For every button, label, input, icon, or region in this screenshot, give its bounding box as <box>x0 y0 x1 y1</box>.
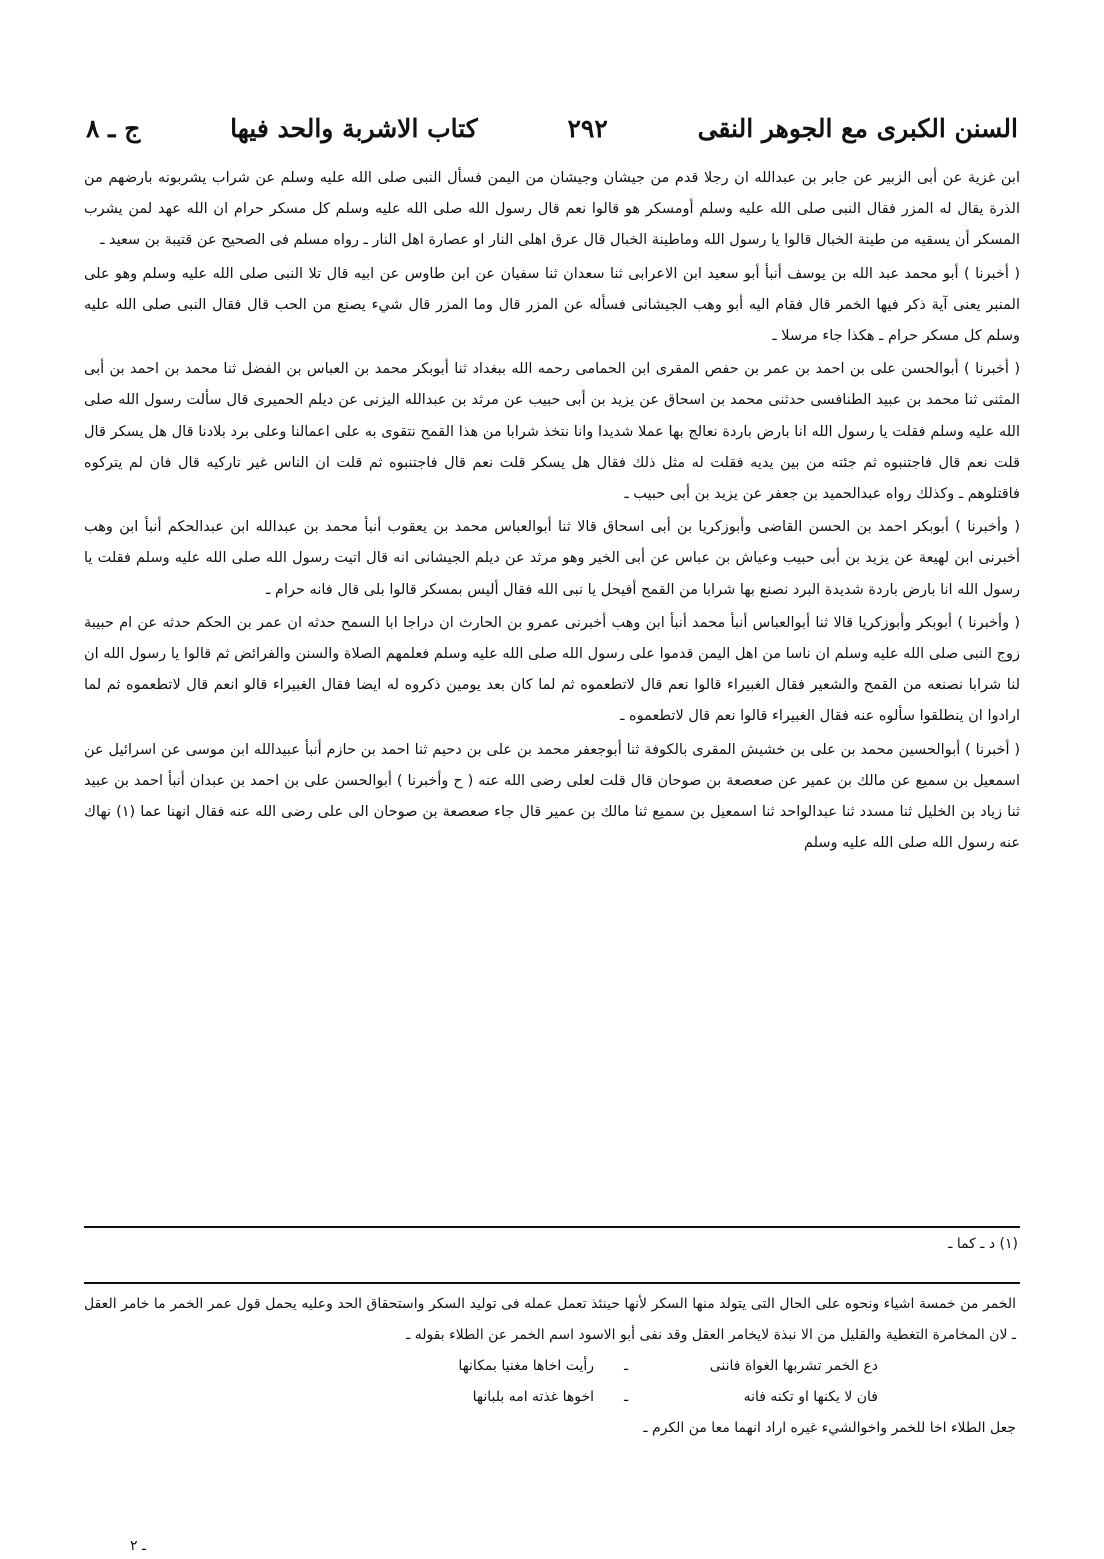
page-fragment: ـ ٢ <box>130 1538 147 1554</box>
volume-label: ج ـ ٨ <box>86 114 141 143</box>
main-text <box>84 163 1020 861</box>
hadith-paragraph: ( وأخبرنا ) أبوبكر وأبوزكريا قالا ثنا أبوالعباس أنبأ محمد أنبأ ابن وهب أخبرنى عمرو بن الحارث ان دراجا ابا السمح حدثه ان عمر بن الحكم حدثه عن ام حبيبة زوج النبى صلى الله عليه وسلم ان ناسا من اهل اليمن قدموا على رسول الله صلى الله عليه وسلم فعلمهم الصلاة والسنن والفرائض ثم قالوا يا رسول الله ان لنا شرابا نصنعه من القمح والشعير فقال الغبيراء قالوا نعم قال لاتطعموه ثم لما كان بعد يومين ذكروه له ايضا فقال الغبيراء قالو انعم قال لاتطعموه ثم لما ارادوا ان ينطلقوا سألوه عنه فقال الغبيراء قالوا نعم قال لاتطعموه ـ <box>84 614 1020 725</box>
commentary-divider <box>84 1282 1020 1284</box>
commentary <box>84 1289 1016 1444</box>
hadith-paragraph: ابن غزية عن أبى الزبير عن جابر بن عبدالله ان رجلا قدم من جيشان وجيشان من اليمن فسأل النبى صلى الله عليه وسلم عن شراب يشربونه بارضهم من الذرة يقال له المزر فقال النبى صلى الله عليه وسلم أومسكر هو قالوا نعم قال رسول الله صلى الله عليه وسلم كل مسكر حرام ان الله عهد لمن يشرب المسكر أن يسقيه من طينة الخبال قالوا يا رسول الله وماطينة الخبال قال عرق اهلى النار او عصارة اهل النار ـ رواه مسلم فى الصحيح عن قتيبة بن سعيد ـ <box>84 170 1020 249</box>
main-text-divider <box>84 1226 1020 1228</box>
hadith-paragraph: ( أخبرنا ) أبوالحسن على بن احمد بن عمر بن حفص المقرى ابن الحمامى رحمه الله ببغداد ثنا أبوبكر محمد بن العباس بن الفضل ثنا محمد بن احمد بن أبى المثنى ثنا محمد بن عبيد الطنافسى حدثنى محمد بن اسحاق عن يزيد بن أبى حبيب عن مرثد بن عبدالله اليزنى عن ديلم الحميرى قال سألت رسول الله صلى الله عليه وسلم فقلت يا رسول الله انا بارض باردة نعالج بها عملا شديدا وانا نتخذ شرابا من هذا القمح نتقوى به على اعمالنا وعلى برد بلادنا قال هل يسكر قال قلت نعم قال فاجتنبوه ثم جئته من بين يديه فقلت له مثل ذلك فقال هل يسكر قلت نعم قال فاجتنبوه ثم قلت ان الناس غير تاركيه قال فان لم يتركوه فاقتلوهم ـ وكذلك رواه عبدالحميد بن جعفر عن يزيد بن أبى حبيب ـ <box>84 361 1020 503</box>
book-title: السنن الكبرى مع الجوهر النقى <box>697 114 1018 143</box>
page-header <box>86 114 1018 154</box>
hadith-paragraph: ( أخبرنا ) أبو محمد عبد الله بن يوسف أنبأ أبو سعيد ابن الاعرابى ثنا سعدان ثنا سفيان عن ابن طاوس عن ابيه قال تلا النبى صلى الله عليه وسلم وهو على المنبر يعنى آية ذكر فيها الخمر قال فقام اليه أبو وهب الجيشانى فسأله عن المزر قال وما المزر قال شيء يصنع من الحب قال فقال النبى صلى الله عليه وسلم كل مسكر حرام ـ هكذا جاء مرسلا ـ <box>84 265 1020 345</box>
poetry-verse <box>366 1351 886 1382</box>
hadith-paragraph: ( وأخبرنا ) أبوبكر احمد بن الحسن القاضى وأبوزكريا بن أبى اسحاق قالا ثنا أبوالعباس محمد بن يعقوب أنبأ محمد بن عبدالله ابن عبدالحكم أنبأ ابن وهب أخبرنى ابن لهيعة عن يزيد بن أبى حبيب وعياش بن عباس عن أبى الخير وهو مرثد عن ديلم الجيشانى انه قال اتيت رسول الله صلى الله عليه وسلم فقلت يا رسول الله انا بارض باردة شديدة البرد نصنع بها شرابا من القمح أفيحل يا نبى الله فقال أليس بمسكر قالوا بلى قال فانه حرام ـ <box>84 519 1020 598</box>
commentary-intro: الخمر من خمسة اشياء ونحوه على الحال التى يتولد منها السكر لأنها حينئذ تعمل عمله فى توليد السكر واستحقاق الحد وعليه يحمل قول عمر الخمر ما خامر العقل ـ لان المخامرة التغطية والقليل من الا نبذة لايخامر العقل وقد نفى أبو الاسود اسم الخمر عن الطلاء بقوله ـ <box>84 1296 1016 1343</box>
commentary-outro: جعل الطلاء اخا للخمر واخوالشيء غيره اراد انهما معا من الكرم ـ <box>643 1420 1016 1436</box>
chapter-title: كتاب الاشربة والحد فيها <box>230 114 478 143</box>
verse-first-hemistich: فان لا يكنها او تكنه فانه <box>743 1389 878 1405</box>
footnote: (١) د ـ كما ـ <box>948 1236 1018 1252</box>
verse-separator: ـ <box>623 1389 629 1405</box>
verse-first-hemistich: دع الخمر تشربها الغواة فاننى <box>709 1358 878 1374</box>
verse-second-hemistich: رأيت اخاها مغنيا بمكانها <box>458 1358 594 1374</box>
verse-second-hemistich: اخوها غذته امه بلبانها <box>472 1389 594 1405</box>
verse-separator: ـ <box>623 1358 629 1374</box>
poetry-verse <box>366 1382 886 1413</box>
hadith-paragraph: ( أخبرنا ) أبوالحسين محمد بن على بن خشيش المقرى بالكوفة ثنا أبوجعفر محمد بن على بن دحيم ثنا احمد بن حازم أنبأ عبيدالله ابن موسى عن اسرائيل عن اسمعيل بن سميع عن مالك بن عمير عن صعصعة بن صوحان قال قلت لعلى رضى الله عنه ( ح وأخبرنا ) أبوالحسن على بن احمد بن عبدان أنبأ احمد بن عبيد ثنا زياد بن الخليل ثنا مسدد ثنا عبدالواحد ثنا اسمعيل بن سميع ثنا مالك بن عمير قال جاء صعصعة بن صوحان الى على رضى الله عنه فقال انهنا عما (١) نهاك عنه رسول الله صلى الله عليه وسلم <box>84 741 1021 852</box>
page-number: ٢٩٢ <box>567 114 608 143</box>
